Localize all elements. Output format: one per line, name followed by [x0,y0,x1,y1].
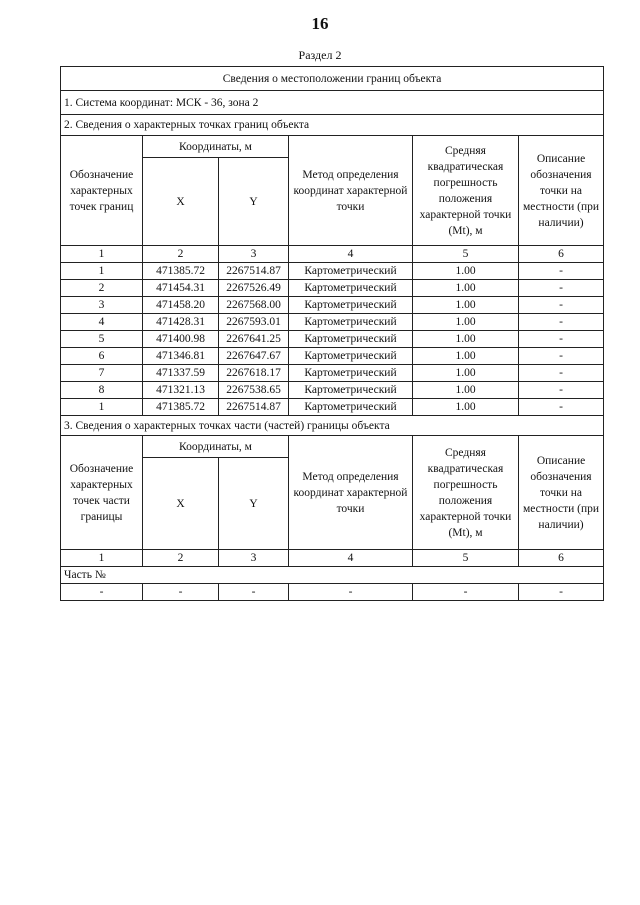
column-number: 4 [289,246,413,263]
method-cell: Картометрический [289,399,413,416]
column-number: 5 [413,550,519,567]
column-number: 3 [219,550,289,567]
method-cell: Картометрический [289,280,413,297]
table-row [61,331,604,348]
page-number: 16 [311,14,329,33]
x-cell: - [143,584,219,601]
part3-header-designation: Обозначение характерных точек части границы [61,436,143,550]
description-cell: - [519,584,604,601]
error-cell: 1.00 [413,263,519,280]
table-row [61,314,604,331]
y-cell: - [219,584,289,601]
description-cell: - [519,314,604,331]
part3-header-method: Метод определения координат характерной точки [289,436,413,550]
description-cell: - [519,382,604,399]
method-cell: Картометрический [289,348,413,365]
point-cell: 7 [61,365,143,382]
method-cell: Картометрический [289,382,413,399]
description-cell: - [519,331,604,348]
error-cell: 1.00 [413,348,519,365]
description-cell: - [519,297,604,314]
point-cell: 4 [61,314,143,331]
point-cell: 8 [61,382,143,399]
x-cell: 471321.13 [143,382,219,399]
part3-header-x: X [143,458,219,550]
method-cell: - [289,584,413,601]
part2-header-method: Метод определения координат характерной точки [289,136,413,246]
y-cell: 2267514.87 [219,263,289,280]
part3-header-y: Y [219,458,289,550]
x-cell: 471346.81 [143,348,219,365]
column-number: 6 [519,550,604,567]
description-cell: - [519,399,604,416]
x-cell: 471385.72 [143,399,219,416]
table-row [61,584,604,601]
error-cell: 1.00 [413,365,519,382]
part3-header-coordinates: Координаты, м [143,436,289,458]
x-cell: 471385.72 [143,263,219,280]
method-cell: Картометрический [289,365,413,382]
y-cell: 2267593.01 [219,314,289,331]
part2-header-error: Средняя квадратическая погрешность положения характерной точки (Mt), м [413,136,519,246]
part3-part-label: Часть № [61,567,604,584]
coordinate-system: 1. Система координат: МСК - 36, зона 2 [61,91,604,115]
part2-title: 2. Сведения о характерных точках границ объекта [61,115,604,136]
y-cell: 2267514.87 [219,399,289,416]
y-cell: 2267526.49 [219,280,289,297]
method-cell: Картометрический [289,314,413,331]
table-title: Сведения о местоположении границ объекта [61,67,604,91]
description-cell: - [519,280,604,297]
part2-header-designation: Обозначение характерных точек границ [61,136,143,246]
column-number: 6 [519,246,604,263]
description-cell: - [519,348,604,365]
method-cell: Картометрический [289,331,413,348]
table-row [61,399,604,416]
part2-header-y: Y [219,158,289,246]
error-cell: 1.00 [413,314,519,331]
error-cell: 1.00 [413,331,519,348]
part3-column-numbers [61,550,604,567]
part3-title: 3. Сведения о характерных точках части (частей) границы объекта [61,416,604,436]
error-cell: 1.00 [413,399,519,416]
column-number: 3 [219,246,289,263]
y-cell: 2267647.67 [219,348,289,365]
column-number: 1 [61,246,143,263]
point-cell: 1 [61,263,143,280]
table-row [61,263,604,280]
boundary-table [60,66,604,601]
point-cell: 6 [61,348,143,365]
x-cell: 471458.20 [143,297,219,314]
point-cell: 1 [61,399,143,416]
column-number: 2 [143,550,219,567]
part2-header-x: X [143,158,219,246]
section-title: Раздел 2 [298,48,342,62]
part2-header-coordinates: Координаты, м [143,136,289,158]
x-cell: 471428.31 [143,314,219,331]
table-row [61,280,604,297]
method-cell: Картометрический [289,263,413,280]
error-cell: 1.00 [413,382,519,399]
x-cell: 471454.31 [143,280,219,297]
table-row [61,382,604,399]
error-cell: - [413,584,519,601]
error-cell: 1.00 [413,297,519,314]
y-cell: 2267568.00 [219,297,289,314]
table-row [61,348,604,365]
point-cell: 5 [61,331,143,348]
point-cell: - [61,584,143,601]
error-cell: 1.00 [413,280,519,297]
x-cell: 471337.59 [143,365,219,382]
part2-column-numbers [61,246,604,263]
part3-header-description: Описание обозначения точки на местности (при наличии) [519,436,604,550]
table-row [61,365,604,382]
table-row [61,297,604,314]
description-cell: - [519,365,604,382]
column-number: 2 [143,246,219,263]
y-cell: 2267618.17 [219,365,289,382]
x-cell: 471400.98 [143,331,219,348]
part3-header-error: Средняя квадратическая погрешность положения характерной точки (Mt), м [413,436,519,550]
y-cell: 2267538.65 [219,382,289,399]
column-number: 5 [413,246,519,263]
column-number: 4 [289,550,413,567]
y-cell: 2267641.25 [219,331,289,348]
point-cell: 3 [61,297,143,314]
point-cell: 2 [61,280,143,297]
description-cell: - [519,263,604,280]
column-number: 1 [61,550,143,567]
part2-header-description: Описание обозначения точки на местности (при наличии) [519,136,604,246]
method-cell: Картометрический [289,297,413,314]
